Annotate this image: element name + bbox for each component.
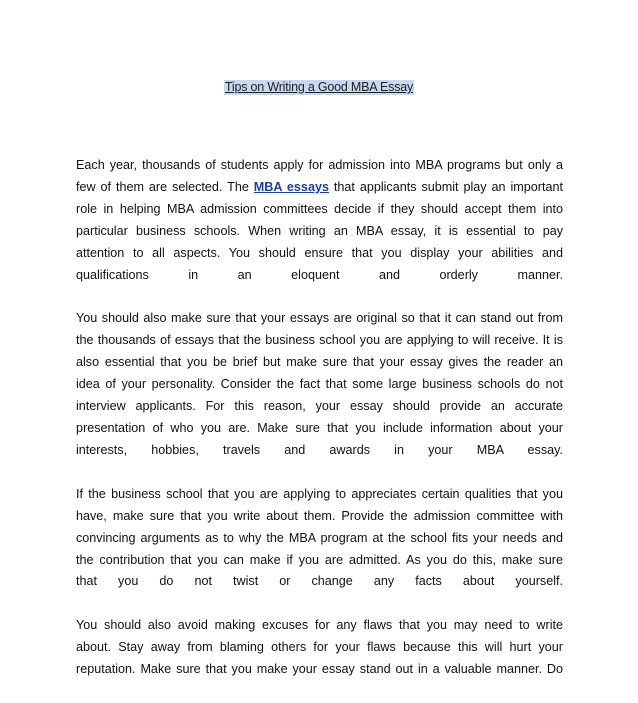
paragraph-line-with-link [76,177,563,199]
paragraph-line: You should also avoid making excuses for any flaws that you may need to write [76,618,563,633]
paragraph-line: interview applicants. For this reason, your essay should provide an accurate [76,399,563,414]
paragraph-line: attention to all aspects. You should ensure that you display your abilities and [76,245,563,260]
paragraph-line: Each year, thousands of students apply for admission into MBA programs but only a [76,158,563,172]
paragraph-4 [76,615,563,681]
paragraph-line: qualifications in an eloquent and orderly manner. [76,267,563,282]
paragraph-line: also essential that you be brief but make sure that your essay gives the reader an [76,355,563,370]
paragraph-2 [76,308,563,461]
paragraph-line: particular business schools. When writing an MBA essay, it is essential to pay [76,223,563,238]
paragraph-line: role in helping MBA admission committees decide if they should accept them into [76,201,563,216]
document-title: Tips on Writing a Good MBA Essay [224,80,414,94]
paragraph-line: interests, hobbies, travels and awards in your MBA essay. [76,442,563,457]
line-text: few of them are selected. The [76,179,254,194]
paragraph-line: have, make sure that you write about them. Provide the admission committee with [76,508,563,523]
paragraph-line: reputation. Make sure that you make your essay stand out in a valuable manner. Do [76,662,563,677]
mba-essays-link[interactable]: MBA essays [253,179,329,194]
paragraph-line: about. Stay away from blaming others for your flaws because this will hurt your [76,640,563,655]
paragraph-line: convincing arguments as to why the MBA program at the school fits your needs and [76,530,563,545]
document-body [76,155,563,703]
paragraph-line: You should also make sure that your essays are original so that it can stand out from [76,311,563,326]
paragraph-line: the thousands of essays that the business school you are applying to will receive. It is [76,333,563,348]
paragraph-line: presentation of who you are. Make sure that you include information about your [76,420,563,435]
line-text: that applicants submit play an important [328,179,563,194]
paragraph-line: idea of your personality. Consider the fact that some large business schools do not [76,377,563,392]
paragraph-line: the contribution that you can make if you are admitted. As you do this, make sure [76,552,563,567]
paragraph-1 [76,155,563,286]
paragraph-line: If the business school that you are applying to appreciates certain qualities that you [76,486,563,501]
paragraph-3 [76,484,563,594]
paragraph-line: that you do not twist or change any facts about yourself. [76,574,563,589]
title-container [0,78,638,96]
